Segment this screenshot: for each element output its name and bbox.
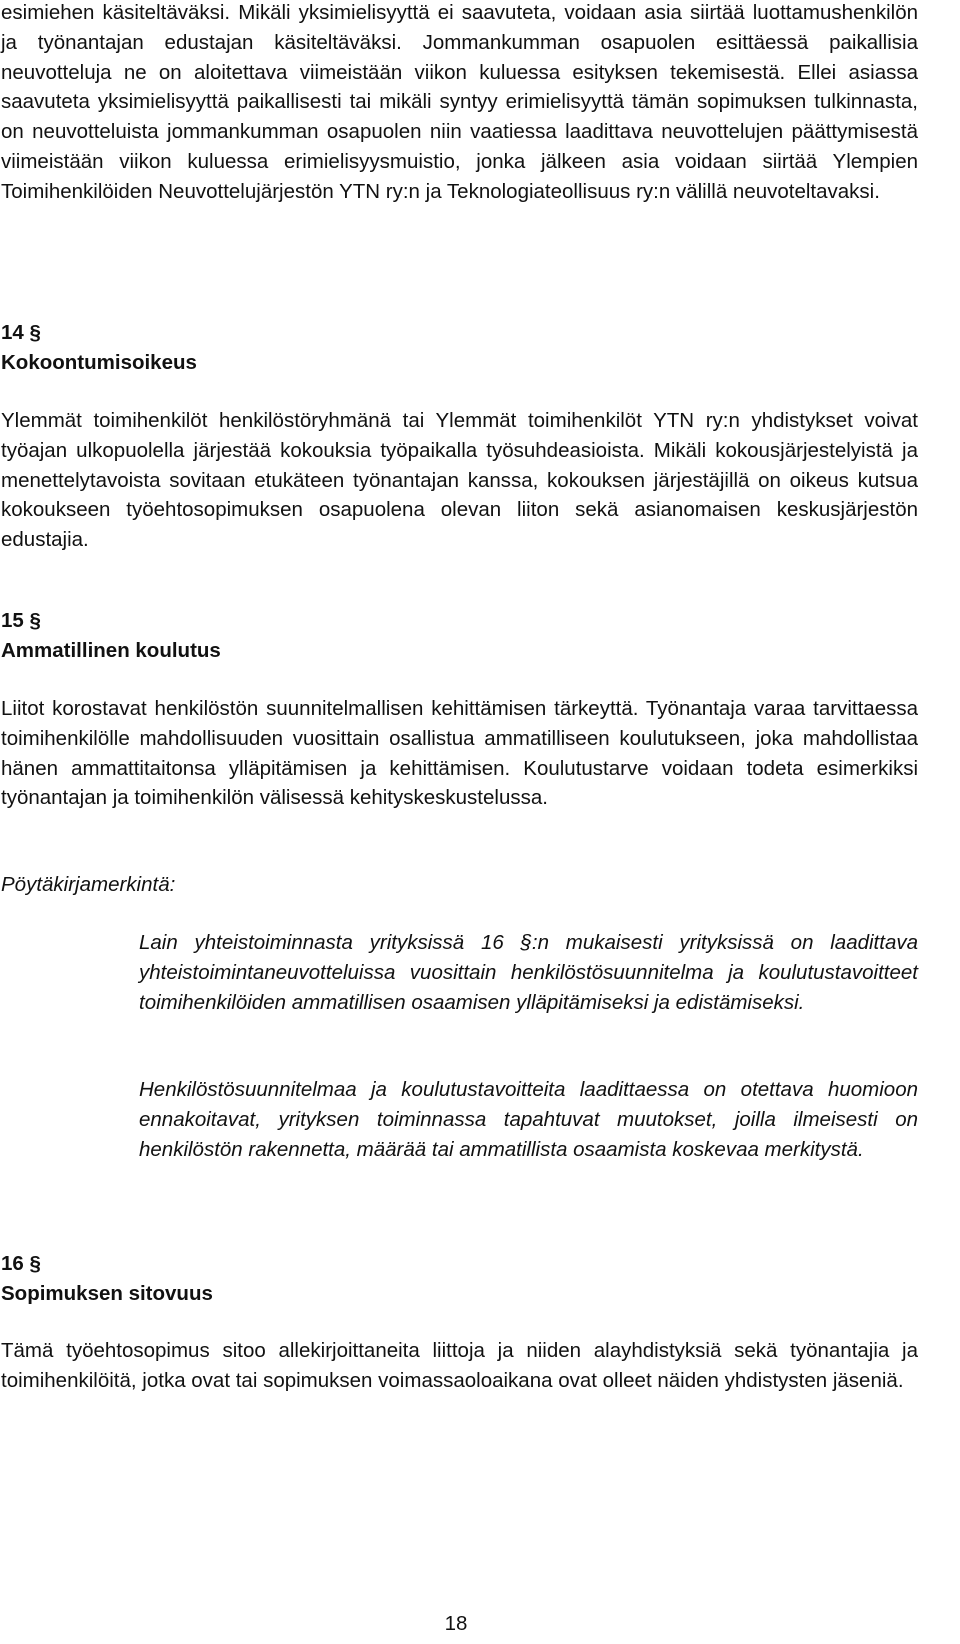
section-14-number: 14 § — [1, 321, 41, 344]
section-15-text: Liitot korostavat henkilöstön suunnitelmallisen kehittämisen tärkeyttä. Työnantaja varaa tarvittaessa toimihenkilölle mahdollisuuden vuosittain osallistua ammatilliseen koulutukseen, joka mahdollistaa hänen ammattitaitonsa ylläpitämisen ja kehittämisen. Koulutustarve voidaan todeta esimerkiksi työnantajan ja toimihenkilön välisessä kehityskeskustelussa. — [1, 697, 918, 810]
section-14-text: Ylemmät toimihenkilöt henkilöstöryhmänä tai Ylemmät toimihenkilöt YTN ry:n yhdistykset voivat työajan ulkopuolella järjestää kokouksia työpaikalla työsuhdeasioista. Mikäli kokousjärjestelyistä ja menettelytavoista sovitaan etukäteen työnantajan kanssa, kokouksen järjestäjillä on oikeus kutsua kokoukseen työehtosopimuksen osapuolena olevan liiton sekä asianomaisen keskusjärjestön edustajia. — [1, 409, 918, 552]
protocol-note-label: Pöytäkirjamerkintä: — [1, 873, 176, 896]
section-15-title: Ammatillinen koulutus — [1, 639, 221, 662]
page-number: 18 — [444, 1612, 468, 1635]
section-16-text: Tämä työehtosopimus sitoo allekirjoittaneita liittoja ja niiden alayhdistyksiä sekä työnantajia ja toimihenkilöitä, jotka ovat tai sopimuksen voimassaoloaikana ovat olleet näiden yhdistysten jäseniä. — [1, 1339, 918, 1392]
protocol-note-paragraph-2: Henkilöstösuunnitelmaa ja koulutustavoitteita laadittaessa on otettava huomioon ennakoitavat, yrityksen toiminnassa tapahtuvat muutokset, joilla ilmeisesti on henkilöstön rakennetta, määrää tai ammatillista osaamista koskevaa merkitystä. — [139, 1078, 918, 1161]
protocol-note-paragraph-1: Lain yhteistoiminnasta yrityksissä 16 §:n mukaisesti yrityksissä on laadittava yhteistoimintaneuvotteluissa vuosittain henkilöstösuunnitelma ja koulutustavoitteet toimihenkilöiden ammatillisen osaamisen ylläpitämiseksi ja edistämiseksi. — [139, 931, 918, 1014]
section-14-title: Kokoontumisoikeus — [1, 351, 197, 374]
continued-paragraph: esimiehen käsiteltäväksi. Mikäli yksimielisyyttä ei saavuteta, voidaan asia siirtää luottamushenkilön ja työnantajan edustajan käsiteltäväksi. Jommankumman osapuolen esittäessä paikallisia neuvotteluja ne on aloitettava viimeistään viikon kuluessa esityksen tekemisestä. Ellei asiassa saavuteta yksimielisyyttä paikallisesti tai mikäli syntyy erimielisyyttä tämän sopimuksen tulkinnasta, on neuvotteluista jommankumman osapuolen niin vaatiessa laadittava neuvottelujen päättymisestä viimeistään viikon kuluessa erimielisyysmuistio, jonka jälkeen asia voidaan siirtää Ylempien Toimihenkilöiden Neuvottelujärjestön YTN ry:n ja Teknologiateollisuus ry:n välillä neuvoteltavaksi. — [1, 1, 918, 203]
section-15-number: 15 § — [1, 609, 41, 632]
section-16-title: Sopimuksen sitovuus — [1, 1282, 213, 1305]
section-16-number: 16 § — [1, 1252, 41, 1275]
